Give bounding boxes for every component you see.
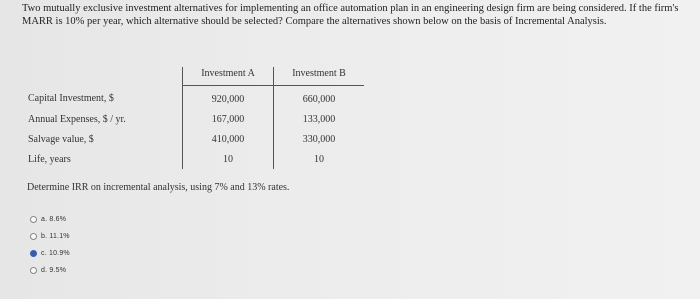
table-row bbox=[28, 129, 364, 149]
question-text: Two mutually exclusive investment alternatives for implementing an office automation plan in an engineering design firm are being considered. If the firm's MARR is 10% per year, which alternative should be selected? Compare the alternatives shown below on the basis of Incremental Analysis. bbox=[22, 3, 679, 27]
cell-b: 133,000 bbox=[274, 109, 365, 129]
sub-question-prompt: Determine IRR on incremental analysis, using 7% and 13% rates. bbox=[27, 182, 290, 193]
answer-options bbox=[30, 212, 70, 280]
radio-button[interactable] bbox=[30, 267, 37, 274]
cell-a: 920,000 bbox=[183, 86, 274, 110]
radio-button[interactable] bbox=[30, 250, 37, 257]
table-row bbox=[28, 86, 364, 110]
table-header-row bbox=[28, 67, 364, 86]
header-investment-b: Investment B bbox=[274, 67, 365, 86]
option-label: a. 8.6% bbox=[41, 216, 67, 223]
option-c[interactable] bbox=[30, 246, 70, 261]
option-label: b. 11.1% bbox=[41, 233, 70, 240]
table-row bbox=[28, 109, 364, 129]
row-label: Capital Investment, $ bbox=[28, 93, 114, 105]
investment-table bbox=[28, 67, 364, 169]
option-label: c. 10.9% bbox=[41, 250, 70, 257]
option-label: d. 9.5% bbox=[41, 267, 67, 274]
cell-b: 10 bbox=[274, 149, 365, 169]
table-row bbox=[28, 149, 364, 169]
radio-button[interactable] bbox=[30, 233, 37, 240]
row-label: Annual Expenses, $ / yr. bbox=[28, 113, 126, 125]
radio-button[interactable] bbox=[30, 216, 37, 223]
table-header-blank bbox=[28, 67, 183, 86]
cell-a: 10 bbox=[183, 149, 274, 169]
cell-a: 410,000 bbox=[183, 129, 274, 149]
option-d[interactable] bbox=[30, 263, 70, 278]
cell-a: 167,000 bbox=[183, 109, 274, 129]
row-label: Life, years bbox=[28, 153, 71, 165]
cell-b: 660,000 bbox=[274, 86, 365, 110]
row-label: Salvage value, $ bbox=[28, 133, 94, 145]
header-investment-a: Investment A bbox=[183, 67, 274, 86]
option-a[interactable] bbox=[30, 212, 70, 227]
cell-b: 330,000 bbox=[274, 129, 365, 149]
option-b[interactable] bbox=[30, 229, 70, 244]
